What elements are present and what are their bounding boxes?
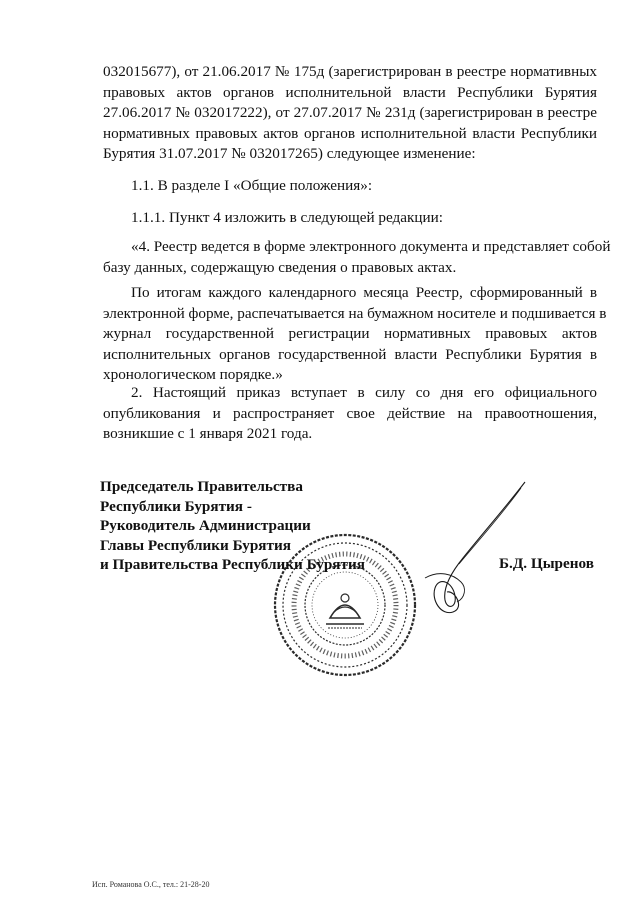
handwritten-signature [395,478,530,623]
item-1-1-1 [131,208,625,229]
monthly-line: электронной форме, распечатывается на бумажном носителе и подшивается в [103,304,607,322]
monthly-line: хронологическом порядке.» [103,366,283,383]
signature-title-line: Председатель Правительства [100,478,303,495]
quote-line: «4. Реестр ведется в форме электронного документа и представляет собой [131,238,611,255]
item-2-line: 2. Настоящий приказ вступает в силу со дня его официального [131,384,597,401]
intro-line: 032015677), от 21.06.2017 № 175д (зарегистрирован в реестре нормативных [103,63,597,80]
item-1-1-1-text: 1.1.1. Пункт 4 изложить в следующей редакции: [131,209,444,226]
intro-line: 27.06.2017 № 032017222), от 27.07.2017 № 231д (зарегистрирован в реестре [103,104,597,121]
item-2-line: опубликования и распространяет свое действие на правоотношения, [103,404,597,422]
intro-line: Бурятия 31.07.2017 № 032017265) следующее изменение: [103,145,476,162]
item-2-line: возникшие с 1 января 2021 года. [103,425,313,442]
item-1-1 [131,176,625,197]
signer-name: Б.Д. Цыренов [499,555,594,572]
item-2-paragraph [103,383,597,445]
monthly-line: исполнительных органов государственной власти Республики Бурятия в [103,345,597,363]
signature-title-line: и Правительства Республики Бурятия [100,556,365,573]
signature-title-line: Республики Бурятия - [100,497,252,515]
footer-note: Исп. Романова О.С., тел.: 21-28-20 [92,880,210,889]
quote-paragraph [103,237,611,278]
signature-title-line: Руководитель Администрации [100,517,311,534]
monthly-line: журнал государственной регистрации нормативных правовых актов [103,325,597,342]
signature-title-block [100,477,365,575]
signature-title-line: Главы Республики Бурятия [100,536,291,554]
item-1-1-text: 1.1. В разделе I «Общие положения»: [131,177,373,194]
monthly-paragraph [103,283,607,386]
monthly-line: По итогам каждого календарного месяца Реестр, сформированный в [131,284,597,301]
intro-paragraph [103,62,597,165]
intro-line: нормативных правовых актов органов исполнительной власти Республики [103,124,597,142]
intro-line: правовых актов органов исполнительной власти Республики Бурятия [103,83,597,101]
quote-line: базу данных, содержащую сведения о правовых актах. [103,258,457,276]
